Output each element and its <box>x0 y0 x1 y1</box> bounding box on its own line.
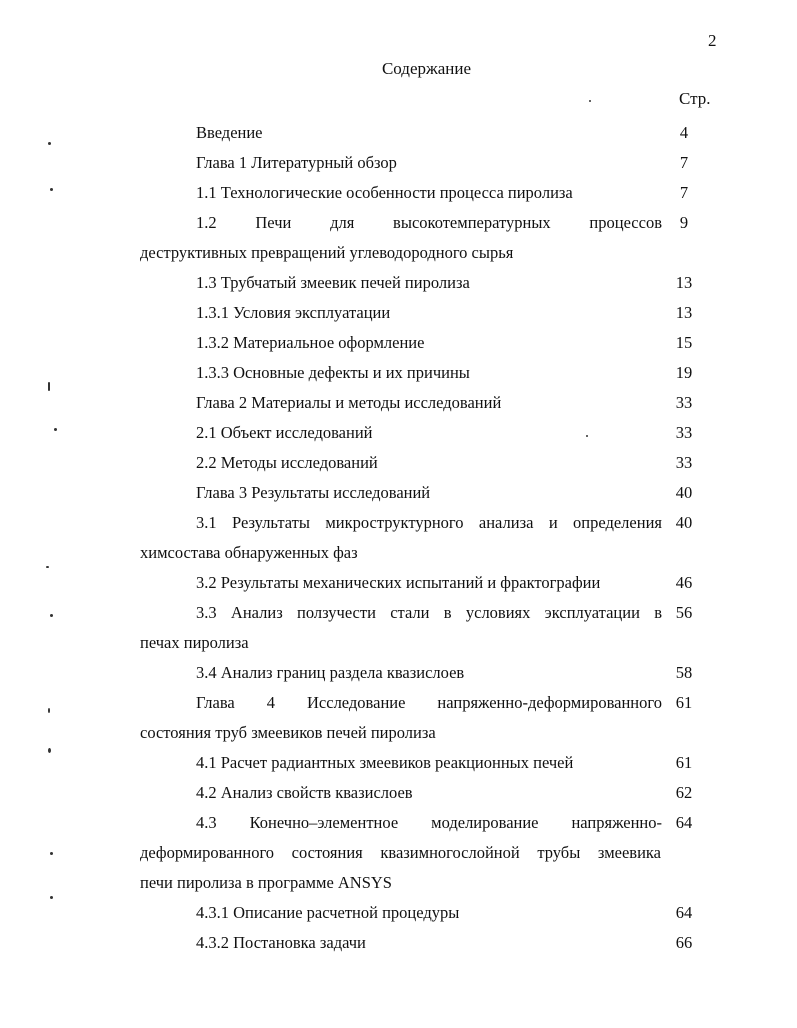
page-column-header: Стр. <box>679 89 711 108</box>
toc-entry-text: 1.3.3 Основные дефекты и их причины <box>196 363 470 382</box>
scan-speck <box>48 748 51 753</box>
scan-speck <box>50 852 53 855</box>
toc-entry <box>0 418 797 448</box>
scan-speck <box>50 614 53 617</box>
page-title: Содержание <box>381 59 472 78</box>
toc-entry-continuation <box>0 838 797 868</box>
toc-entry-text: 3.4 Анализ границ раздела квазислоев <box>196 663 465 682</box>
toc-entry-continuation <box>0 718 797 748</box>
toc-entry <box>0 508 797 538</box>
scan-speck <box>50 188 53 191</box>
toc-entry-text: Глава 4 Исследование напряженно-деформированного <box>196 693 662 712</box>
toc-entry-page: 64 <box>675 903 693 922</box>
toc-entry-page: 56 <box>675 603 693 622</box>
toc-entry-continuation-text: состояния труб змеевиков печей пиролиза <box>140 723 436 742</box>
scan-speck <box>50 896 53 899</box>
scan-speck <box>54 428 57 431</box>
toc-entry <box>0 148 797 178</box>
toc-entry-page: 40 <box>675 483 693 502</box>
table-of-contents <box>0 118 797 958</box>
toc-entry <box>0 928 797 958</box>
toc-entry <box>0 208 797 238</box>
toc-entry-page: 9 <box>679 213 689 232</box>
toc-entry-page: 13 <box>675 273 693 292</box>
toc-entry-page: 4 <box>679 123 689 142</box>
toc-entry-page: 33 <box>675 393 693 412</box>
toc-entry-continuation <box>0 238 797 268</box>
toc-entry-continuation <box>0 868 797 898</box>
toc-entry <box>0 658 797 688</box>
toc-entry <box>0 598 797 628</box>
toc-entry-text: Глава 3 Результаты исследований <box>196 483 431 502</box>
toc-entry-page: 7 <box>679 153 689 172</box>
toc-entry <box>0 388 797 418</box>
toc-entry-text: Глава 1 Литературный обзор <box>196 153 397 172</box>
toc-entry-text: 4.1 Расчет радиантных змеевиков реакционных печей <box>196 753 574 772</box>
toc-entry-text: Введение <box>196 123 263 142</box>
toc-entry <box>0 808 797 838</box>
toc-entry-text: 4.3.2 Постановка задачи <box>196 933 366 952</box>
toc-entry-continuation-text: деструктивных превращений углеводородного сырья <box>140 243 514 262</box>
scan-speck <box>48 382 50 391</box>
toc-entry-text: 2.1 Объект исследований <box>196 423 373 442</box>
toc-entry-page: 33 <box>675 453 693 472</box>
toc-entry-continuation-text: печи пиролиза в программе ANSYS <box>140 873 392 892</box>
toc-entry <box>0 118 797 148</box>
toc-entry-text: 4.3 Конечно–элементное моделирование напряженно- <box>196 813 662 832</box>
scan-speck <box>48 142 51 145</box>
toc-entry-page: 7 <box>679 183 689 202</box>
scan-speck <box>48 708 50 713</box>
toc-entry <box>0 898 797 928</box>
toc-entry-text: 4.2 Анализ свойств квазислоев <box>196 783 413 802</box>
toc-entry-page: 46 <box>675 573 693 592</box>
scan-speck <box>46 566 49 568</box>
toc-entry-text: Глава 2 Материалы и методы исследований <box>196 393 502 412</box>
toc-entry-text: 1.2 Печи для высокотемпературных процессов <box>196 213 662 232</box>
toc-entry <box>0 448 797 478</box>
toc-entry <box>0 688 797 718</box>
toc-entry <box>0 748 797 778</box>
toc-entry-page: 62 <box>675 783 693 802</box>
toc-entry-text: 3.1 Результаты микроструктурного анализа и определения <box>196 513 662 532</box>
scan-speck <box>586 435 588 437</box>
page-number: 2 <box>708 31 717 50</box>
toc-entry-continuation <box>0 538 797 568</box>
toc-entry-text: 1.3 Трубчатый змеевик печей пиролиза <box>196 273 470 292</box>
toc-entry <box>0 268 797 298</box>
scan-speck <box>589 100 591 102</box>
toc-entry-page: 61 <box>675 753 693 772</box>
toc-entry <box>0 568 797 598</box>
toc-entry-page: 19 <box>675 363 693 382</box>
toc-entry <box>0 778 797 808</box>
toc-entry-page: 15 <box>675 333 693 352</box>
toc-entry-text: 3.3 Анализ ползучести стали в условиях эксплуатации в <box>196 603 662 622</box>
toc-entry-page: 64 <box>675 813 693 832</box>
toc-entry-text: 1.3.1 Условия эксплуатации <box>196 303 391 322</box>
toc-entry <box>0 298 797 328</box>
toc-entry-text: 3.2 Результаты механических испытаний и фрактографии <box>196 573 601 592</box>
toc-entry <box>0 358 797 388</box>
toc-entry <box>0 328 797 358</box>
toc-entry-text: 1.1 Технологические особенности процесса пиролиза <box>196 183 573 202</box>
toc-entry-page: 58 <box>675 663 693 682</box>
toc-entry-text: 1.3.2 Материальное оформление <box>196 333 425 352</box>
toc-entry-continuation-text: деформированного состояния квазимногослойной трубы змеевика <box>140 843 661 862</box>
toc-entry-text: 4.3.1 Описание расчетной процедуры <box>196 903 460 922</box>
toc-entry-continuation <box>0 628 797 658</box>
toc-entry-page: 13 <box>675 303 693 322</box>
toc-entry <box>0 478 797 508</box>
toc-entry-page: 33 <box>675 423 693 442</box>
toc-entry <box>0 178 797 208</box>
toc-entry-page: 40 <box>675 513 693 532</box>
toc-entry-continuation-text: химсостава обнаруженных фаз <box>140 543 358 562</box>
toc-entry-page: 66 <box>675 933 693 952</box>
toc-entry-continuation-text: печах пиролиза <box>140 633 249 652</box>
toc-entry-text: 2.2 Методы исследований <box>196 453 378 472</box>
toc-entry-page: 61 <box>675 693 693 712</box>
